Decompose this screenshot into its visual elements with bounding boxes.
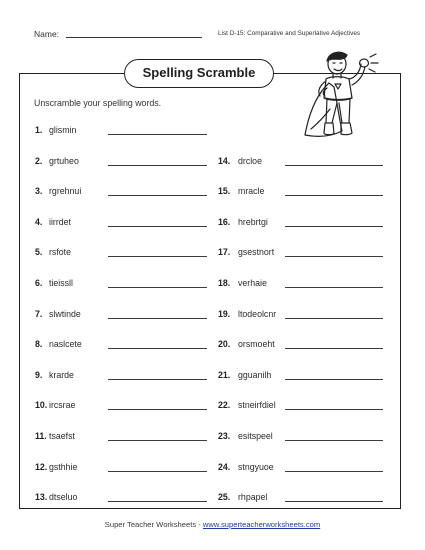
word-number: 15. (218, 186, 231, 197)
word-number: 11. (35, 431, 47, 441)
scrambled-word: gsestnort (238, 247, 275, 258)
word-item (35, 462, 215, 476)
answer-line[interactable] (108, 226, 207, 227)
word-number: 18. (218, 278, 231, 288)
word-number: 25. (218, 492, 231, 503)
answer-line[interactable] (285, 379, 383, 380)
worksheet-header (0, 0, 425, 40)
word-item (218, 217, 388, 231)
word-item (35, 247, 215, 261)
word-number: 10. (35, 400, 48, 411)
scrambled-word: grtuheo (49, 155, 79, 166)
word-item (35, 431, 215, 445)
word-number: 13. (35, 492, 48, 503)
scrambled-word: slwtinde (49, 308, 81, 319)
word-item (35, 370, 215, 384)
word-number: 16. (218, 216, 231, 227)
word-item (218, 339, 388, 353)
word-number: 6. (35, 278, 43, 288)
word-number: 24. (218, 461, 231, 472)
answer-line[interactable] (108, 134, 207, 135)
word-number: 7. (35, 308, 43, 319)
answer-line[interactable] (108, 440, 207, 441)
name-label: Name: (34, 29, 60, 39)
word-number: 2. (35, 155, 43, 166)
footer-prefix: Super Teacher Worksheets - (104, 520, 203, 529)
word-number: 12. (35, 461, 48, 472)
scrambled-word: drcloe (238, 155, 262, 166)
answer-line[interactable] (108, 501, 207, 502)
word-number: 3. (35, 186, 43, 197)
word-item (35, 339, 215, 353)
scrambled-word: gguanilh (238, 369, 272, 380)
word-number: 9. (35, 369, 43, 380)
answer-line[interactable] (285, 195, 383, 196)
scrambled-word: mracle (238, 186, 265, 197)
word-item (35, 156, 215, 170)
word-item (35, 400, 215, 414)
scrambled-word: tieissll (49, 278, 73, 288)
answer-line[interactable] (285, 287, 383, 288)
word-number: 21. (218, 369, 231, 380)
answer-line[interactable] (108, 409, 207, 410)
answer-line[interactable] (285, 501, 383, 502)
scrambled-word: rgrehnui (49, 186, 82, 197)
scrambled-word: verhaie (238, 278, 267, 288)
answer-line[interactable] (108, 318, 207, 319)
worksheet-title: Spelling Scramble (124, 59, 274, 88)
scrambled-word: stngyuoe (238, 461, 274, 472)
answer-line[interactable] (285, 348, 383, 349)
footer-link[interactable]: www.superteacherworksheets.com (202, 520, 321, 529)
answer-line[interactable] (285, 226, 383, 227)
scrambled-word: ircsrae (49, 400, 76, 411)
word-item (218, 492, 388, 506)
scrambled-word: tsaefst (49, 431, 75, 441)
scrambled-word: iirrdet (49, 216, 71, 227)
word-number: 8. (35, 339, 43, 350)
answer-line[interactable] (285, 409, 383, 410)
word-item (218, 431, 388, 445)
answer-line[interactable] (285, 471, 383, 472)
word-item (218, 278, 388, 292)
word-item (218, 462, 388, 476)
word-item (35, 278, 215, 292)
answer-line[interactable] (285, 256, 383, 257)
word-number: 17. (218, 247, 231, 258)
scrambled-word: rsfote (49, 247, 72, 258)
word-item (218, 186, 388, 200)
word-item (35, 492, 215, 506)
answer-line[interactable] (108, 256, 207, 257)
word-item (218, 370, 388, 384)
word-item (218, 247, 388, 261)
superhero-mascot-icon (292, 47, 390, 153)
word-item (218, 400, 388, 414)
answer-line[interactable] (285, 318, 383, 319)
word-number: 14. (218, 155, 231, 166)
scrambled-word: hrebrtgi (238, 216, 268, 227)
word-item (35, 186, 215, 200)
answer-line[interactable] (285, 165, 383, 166)
answer-line[interactable] (108, 379, 207, 380)
scrambled-word: naslcete (49, 339, 82, 350)
word-item (35, 309, 215, 323)
word-item (218, 309, 388, 323)
scrambled-word: esitspeel (238, 431, 273, 441)
scrambled-word: krarde (49, 369, 74, 380)
answer-line[interactable] (108, 348, 207, 349)
word-number: 22. (218, 400, 231, 411)
word-number: 5. (35, 247, 43, 258)
answer-line[interactable] (108, 287, 207, 288)
instruction-text: Unscramble your spelling words. (34, 98, 162, 108)
answer-line[interactable] (285, 440, 383, 441)
scrambled-word: stneirfdiel (238, 400, 276, 411)
word-number: 20. (218, 339, 231, 350)
scrambled-word: dtseluo (49, 492, 78, 503)
answer-line[interactable] (108, 165, 207, 166)
word-number: 1. (35, 125, 43, 135)
scrambled-word: glismin (49, 125, 77, 135)
scrambled-word: orsmoeht (238, 339, 275, 350)
answer-line[interactable] (108, 195, 207, 196)
word-number: 19. (218, 308, 231, 319)
list-label: List D-15: Comparative and Superlative Adjectives (218, 30, 361, 37)
word-item (35, 217, 215, 231)
footer-credit (0, 520, 425, 530)
word-item (218, 156, 388, 170)
scrambled-word: gsthhie (49, 461, 78, 472)
answer-line[interactable] (108, 471, 207, 472)
word-number: 4. (35, 216, 43, 227)
word-item (35, 125, 215, 139)
word-number: 23. (218, 431, 231, 441)
scrambled-word: ltodeolcnr (238, 308, 277, 319)
name-input-line[interactable] (66, 37, 202, 38)
scrambled-word: rhpapel (238, 492, 268, 503)
